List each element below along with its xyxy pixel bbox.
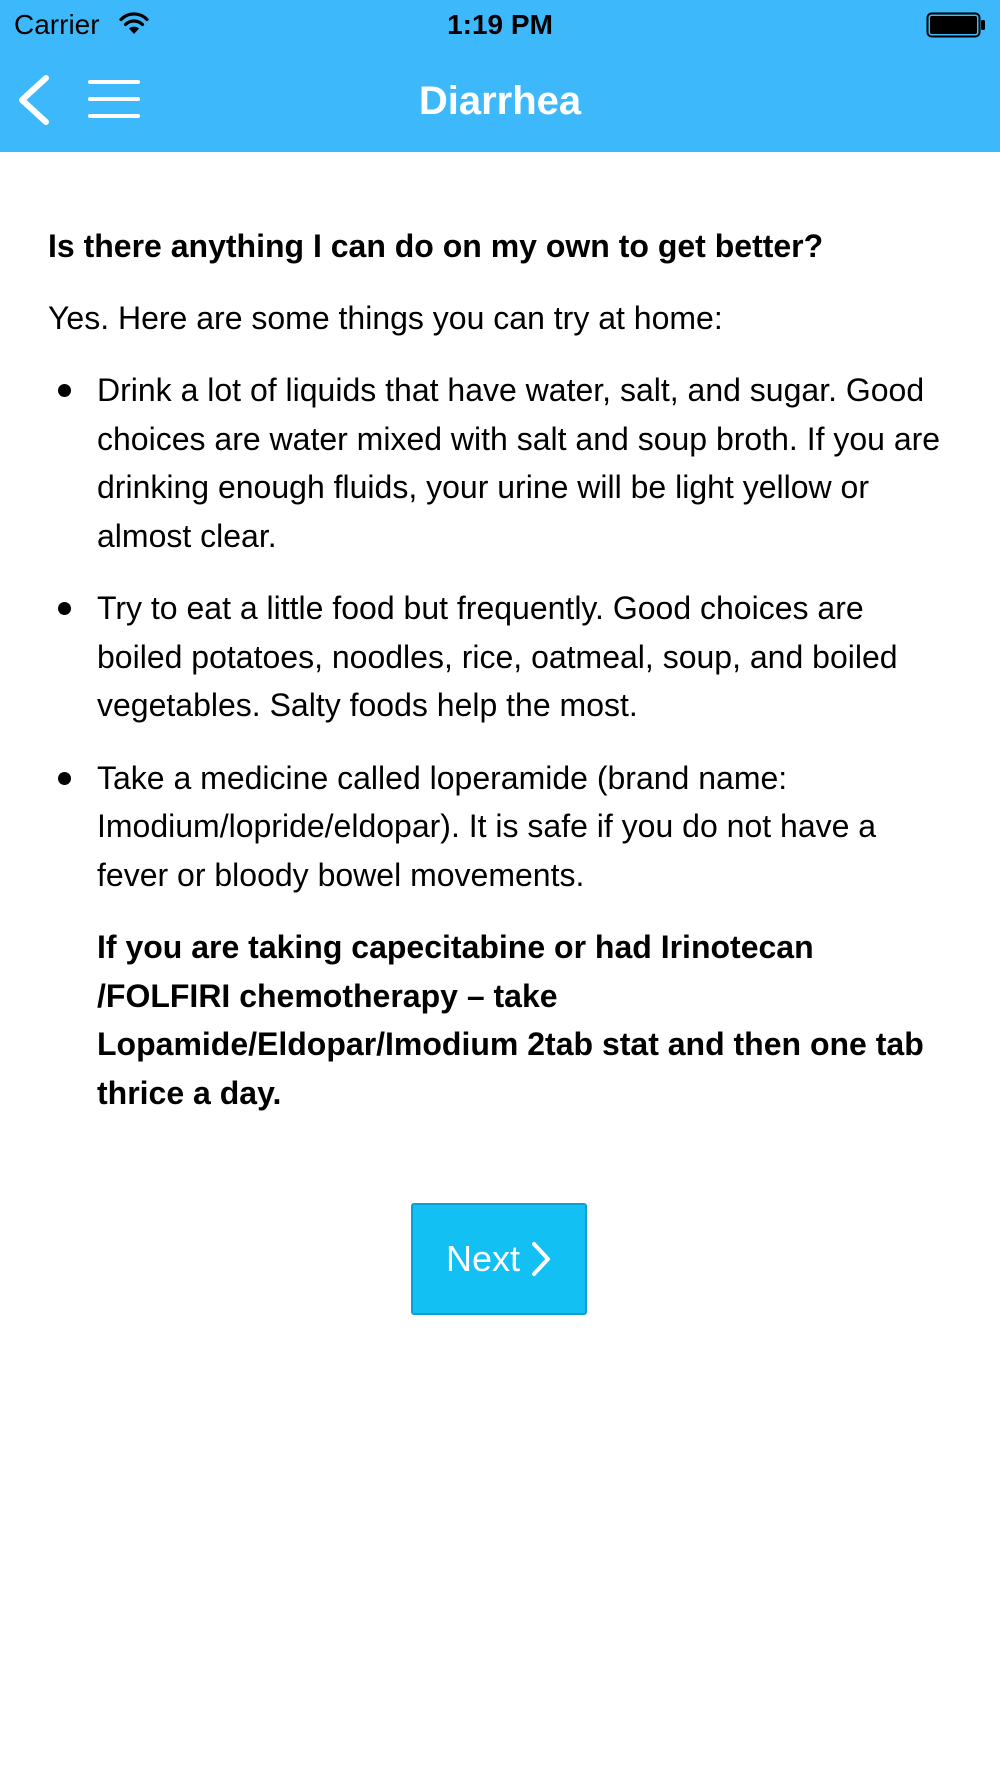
question-heading: Is there anything I can do on my own to get better? bbox=[48, 228, 824, 264]
carrier-label: Carrier bbox=[14, 9, 100, 40]
list-item-text: Take a medicine called loperamide (brand name: Imodium/lopride/eldopar). It is safe if you do not have a fever or bloody bowel movements. bbox=[97, 759, 877, 893]
status-bar bbox=[0, 0, 1000, 50]
next-button-label: Next bbox=[445, 1238, 521, 1279]
article-content bbox=[48, 222, 948, 1117]
bullet-icon bbox=[58, 772, 71, 785]
list-item-text: Drink a lot of liquids that have water, salt, and sugar. Good choices are water mixed with salt and soup broth. If you are drinking enough fluids, your urine will be light yellow or almost clear. bbox=[97, 372, 941, 554]
next-button[interactable] bbox=[411, 1203, 587, 1315]
bullet-icon bbox=[58, 384, 71, 397]
list-item bbox=[48, 366, 948, 560]
bullet-icon bbox=[58, 602, 71, 615]
list-item bbox=[48, 584, 948, 730]
page-title: Diarrhea bbox=[418, 79, 582, 123]
advice-list bbox=[48, 366, 948, 899]
list-item-text: Try to eat a little food but frequently. Good choices are boiled potatoes, noodles, rice, oatmeal, soup, and boiled vegetables. Salty foods help the most. bbox=[97, 590, 898, 723]
navigation-bar bbox=[0, 50, 1000, 152]
list-item bbox=[48, 754, 948, 900]
battery-icon bbox=[926, 12, 986, 38]
status-time: 1:19 PM bbox=[447, 9, 553, 40]
chemotherapy-note: If you are taking capecitabine or had Irinotecan /FOLFIRI chemotherapy – take Lopamide/Eldopar/Imodium 2tab stat and then one tab thrice a day. bbox=[97, 929, 924, 1111]
chevron-right-icon bbox=[530, 1241, 552, 1277]
intro-text: Yes. Here are some things you can try at home: bbox=[48, 300, 723, 336]
top-bar bbox=[0, 0, 1000, 152]
